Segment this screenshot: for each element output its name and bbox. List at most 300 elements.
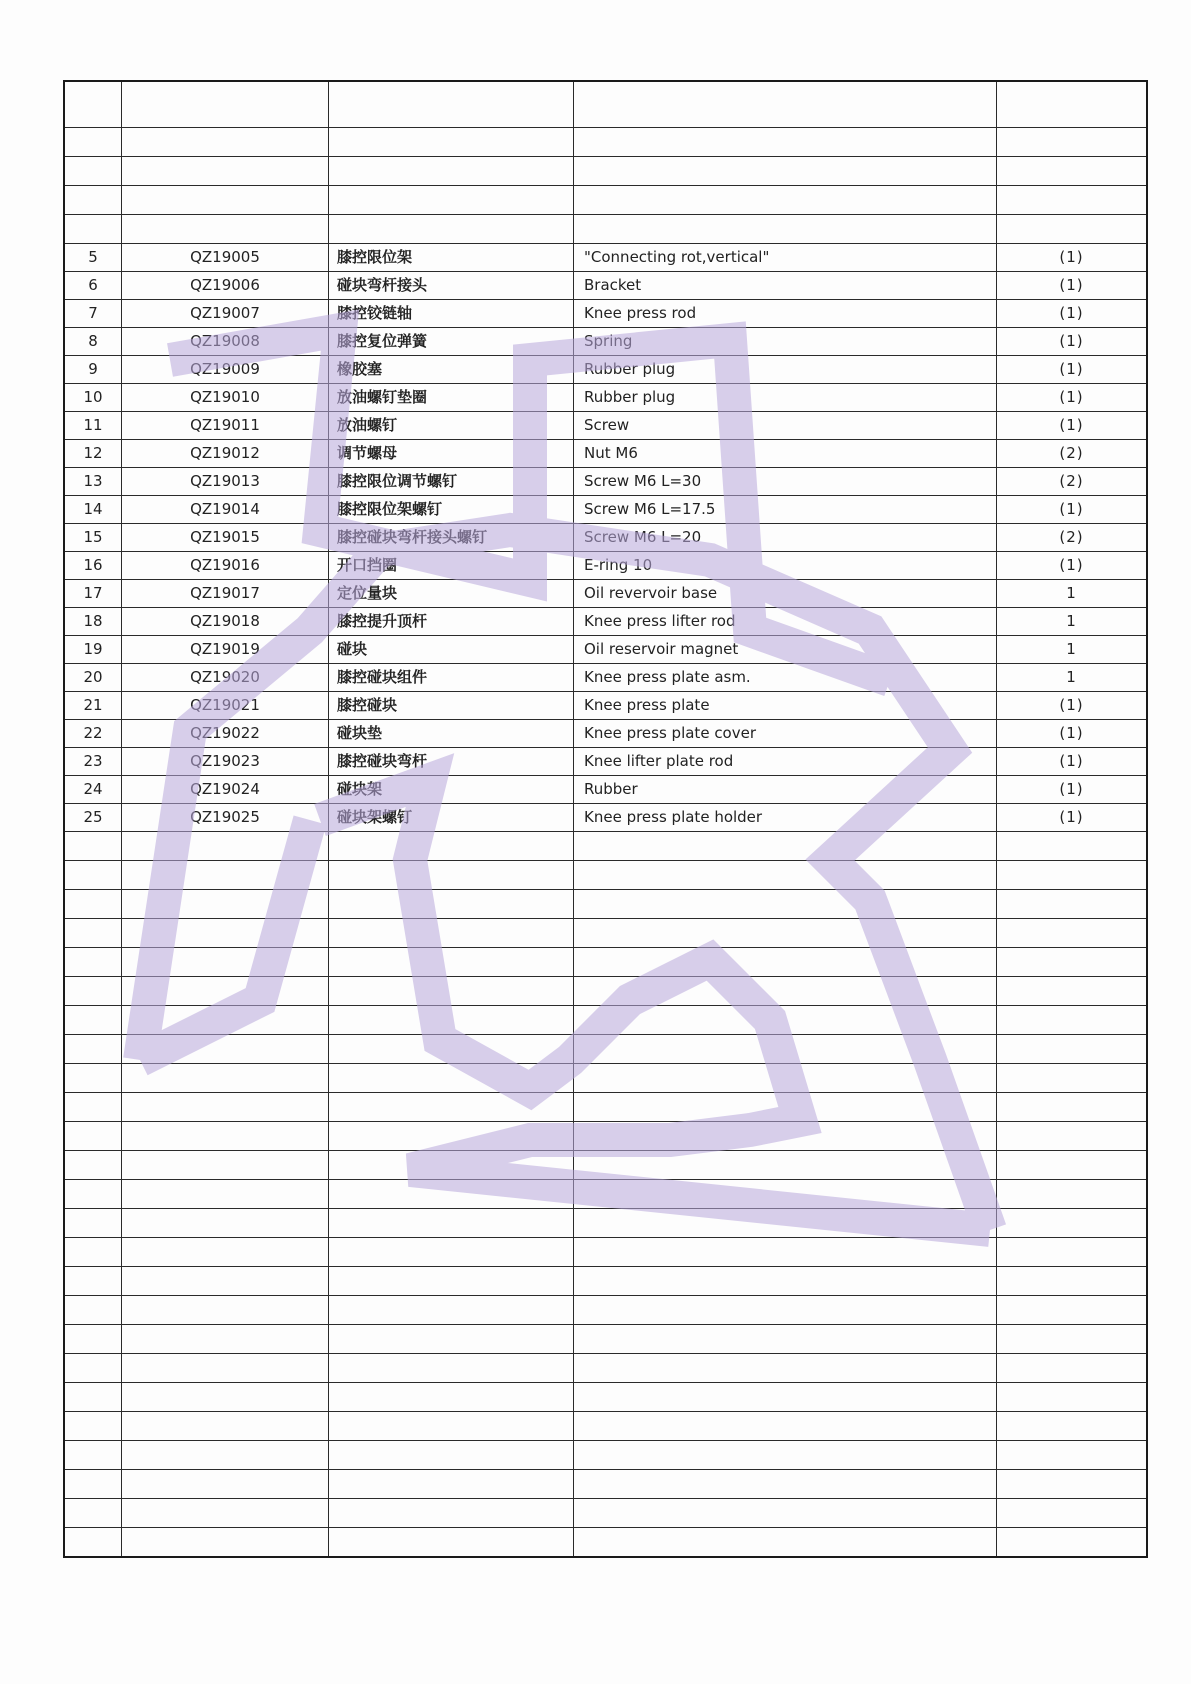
blank-cell xyxy=(329,1296,574,1325)
blank-cell xyxy=(64,1209,122,1238)
blank-cell xyxy=(997,1325,1148,1354)
part-name-en-cell: Screw xyxy=(574,412,997,440)
part-name-cn-cell: 膝控碰块 xyxy=(329,692,574,720)
blank-cell xyxy=(64,1064,122,1093)
blank-row xyxy=(64,186,1147,215)
part-name-cn-cell: 膝控限位架 xyxy=(329,244,574,272)
blank-cell xyxy=(329,1441,574,1470)
blank-cell xyxy=(122,1122,329,1151)
blank-row xyxy=(64,977,1147,1006)
blank-cell xyxy=(122,948,329,977)
blank-cell xyxy=(997,1412,1148,1441)
blank-cell xyxy=(997,1296,1148,1325)
part-number-cell: 23 xyxy=(64,748,122,776)
part-name-en-cell: Rubber plug xyxy=(574,384,997,412)
blank-cell xyxy=(64,1093,122,1122)
table-row xyxy=(64,300,1147,328)
blank-cell xyxy=(997,977,1148,1006)
blank-cell xyxy=(329,157,574,186)
blank-row xyxy=(64,1093,1147,1122)
part-name-cn-cell: 膝控限位调节螺钉 xyxy=(329,468,574,496)
part-qty-cell: (1) xyxy=(997,384,1148,412)
blank-cell xyxy=(64,1267,122,1296)
blank-cell xyxy=(329,1325,574,1354)
blank-cell xyxy=(997,1354,1148,1383)
blank-cell xyxy=(122,1354,329,1383)
part-code-cell: QZ19016 xyxy=(122,552,329,580)
blank-cell xyxy=(122,128,329,157)
blank-cell xyxy=(997,1093,1148,1122)
blank-cell xyxy=(997,1035,1148,1064)
blank-cell xyxy=(64,1354,122,1383)
part-name-en-cell: Oil reservoir magnet xyxy=(574,636,997,664)
part-number-cell: 16 xyxy=(64,552,122,580)
part-name-cn-cell: 膝控碰块弯杆接头螺钉 xyxy=(329,524,574,552)
blank-cell xyxy=(329,832,574,861)
part-name-cn-cell: 膝控碰块弯杆 xyxy=(329,748,574,776)
blank-cell xyxy=(122,186,329,215)
blank-cell xyxy=(122,1528,329,1558)
part-qty-cell: 1 xyxy=(997,664,1148,692)
part-name-cn-cell: 膝控复位弹簧 xyxy=(329,328,574,356)
blank-cell xyxy=(574,1354,997,1383)
table-row xyxy=(64,692,1147,720)
blank-cell xyxy=(574,1006,997,1035)
part-name-cn-cell: 放油螺钉垫圈 xyxy=(329,384,574,412)
part-number-cell: 9 xyxy=(64,356,122,384)
part-name-cn-cell: 碰块垫 xyxy=(329,720,574,748)
part-code-cell: QZ19014 xyxy=(122,496,329,524)
part-name-en-cell: Spring xyxy=(574,328,997,356)
table-row xyxy=(64,356,1147,384)
blank-cell xyxy=(574,186,997,215)
table-header-row xyxy=(64,81,1147,128)
part-qty-cell: 1 xyxy=(997,580,1148,608)
part-name-cn-cell: 碰块 xyxy=(329,636,574,664)
part-code-cell: QZ19021 xyxy=(122,692,329,720)
blank-cell xyxy=(574,948,997,977)
blank-row xyxy=(64,1151,1147,1180)
part-code-cell: QZ19019 xyxy=(122,636,329,664)
table-row xyxy=(64,524,1147,552)
blank-cell xyxy=(64,81,122,128)
table-row xyxy=(64,608,1147,636)
part-code-cell: QZ19018 xyxy=(122,608,329,636)
table-row xyxy=(64,384,1147,412)
part-qty-cell: (1) xyxy=(997,776,1148,804)
blank-cell xyxy=(574,1412,997,1441)
part-name-cn-cell: 碰块架螺钉 xyxy=(329,804,574,832)
blank-row xyxy=(64,1528,1147,1558)
blank-cell xyxy=(997,215,1148,244)
blank-row xyxy=(64,215,1147,244)
blank-row xyxy=(64,1354,1147,1383)
part-qty-cell: (1) xyxy=(997,804,1148,832)
blank-cell xyxy=(574,81,997,128)
blank-row xyxy=(64,1180,1147,1209)
table-row xyxy=(64,804,1147,832)
blank-row xyxy=(64,890,1147,919)
blank-cell xyxy=(122,157,329,186)
blank-cell xyxy=(122,1412,329,1441)
blank-cell xyxy=(997,832,1148,861)
part-code-cell: QZ19011 xyxy=(122,412,329,440)
blank-cell xyxy=(329,1035,574,1064)
blank-cell xyxy=(574,1296,997,1325)
blank-cell xyxy=(122,1180,329,1209)
blank-cell xyxy=(64,215,122,244)
part-code-cell: QZ19012 xyxy=(122,440,329,468)
blank-cell xyxy=(122,1441,329,1470)
part-name-en-cell: Rubber plug xyxy=(574,356,997,384)
blank-row xyxy=(64,1209,1147,1238)
part-number-cell: 15 xyxy=(64,524,122,552)
blank-cell xyxy=(329,1064,574,1093)
part-qty-cell: (2) xyxy=(997,524,1148,552)
blank-row xyxy=(64,861,1147,890)
part-qty-cell: (1) xyxy=(997,552,1148,580)
blank-row xyxy=(64,1064,1147,1093)
part-number-cell: 25 xyxy=(64,804,122,832)
blank-cell xyxy=(64,186,122,215)
blank-cell xyxy=(574,1151,997,1180)
part-name-cn-cell: 膝控铰链轴 xyxy=(329,300,574,328)
part-number-cell: 24 xyxy=(64,776,122,804)
blank-cell xyxy=(122,1383,329,1412)
blank-cell xyxy=(574,1383,997,1412)
blank-row xyxy=(64,1383,1147,1412)
table-row xyxy=(64,496,1147,524)
table-row xyxy=(64,580,1147,608)
blank-cell xyxy=(122,1267,329,1296)
blank-cell xyxy=(64,890,122,919)
table-row xyxy=(64,468,1147,496)
blank-cell xyxy=(574,832,997,861)
part-name-en-cell: E-ring 10 xyxy=(574,552,997,580)
part-number-cell: 11 xyxy=(64,412,122,440)
blank-cell xyxy=(122,977,329,1006)
blank-row xyxy=(64,1470,1147,1499)
blank-cell xyxy=(122,861,329,890)
blank-cell xyxy=(64,1528,122,1558)
table-row xyxy=(64,552,1147,580)
blank-cell xyxy=(122,1151,329,1180)
table-row xyxy=(64,664,1147,692)
blank-row xyxy=(64,1441,1147,1470)
blank-cell xyxy=(997,861,1148,890)
blank-cell xyxy=(64,1499,122,1528)
blank-cell xyxy=(329,1093,574,1122)
table-row xyxy=(64,412,1147,440)
blank-cell xyxy=(64,1383,122,1412)
blank-cell xyxy=(64,919,122,948)
blank-cell xyxy=(574,1093,997,1122)
part-name-en-cell: Knee press plate asm. xyxy=(574,664,997,692)
part-code-cell: QZ19005 xyxy=(122,244,329,272)
blank-cell xyxy=(329,1122,574,1151)
blank-cell xyxy=(574,1064,997,1093)
blank-cell xyxy=(329,1209,574,1238)
blank-cell xyxy=(997,1064,1148,1093)
part-name-cn-cell: 放油螺钉 xyxy=(329,412,574,440)
blank-cell xyxy=(329,1528,574,1558)
blank-cell xyxy=(329,890,574,919)
part-qty-cell: 1 xyxy=(997,636,1148,664)
part-qty-cell: (1) xyxy=(997,748,1148,776)
part-name-cn-cell: 调节螺母 xyxy=(329,440,574,468)
part-code-cell: QZ19010 xyxy=(122,384,329,412)
part-number-cell: 21 xyxy=(64,692,122,720)
blank-cell xyxy=(329,948,574,977)
blank-cell xyxy=(64,1441,122,1470)
blank-cell xyxy=(997,1528,1148,1558)
part-number-cell: 5 xyxy=(64,244,122,272)
blank-cell xyxy=(122,1325,329,1354)
part-qty-cell: 1 xyxy=(997,608,1148,636)
part-name-en-cell: "Connecting rot,vertical" xyxy=(574,244,997,272)
blank-cell xyxy=(574,1441,997,1470)
part-qty-cell: (2) xyxy=(997,468,1148,496)
blank-cell xyxy=(122,215,329,244)
blank-cell xyxy=(122,1064,329,1093)
part-code-cell: QZ19017 xyxy=(122,580,329,608)
blank-cell xyxy=(574,157,997,186)
part-number-cell: 17 xyxy=(64,580,122,608)
part-name-cn-cell: 膝控碰块组件 xyxy=(329,664,574,692)
blank-cell xyxy=(122,1093,329,1122)
blank-cell xyxy=(122,919,329,948)
blank-cell xyxy=(329,919,574,948)
blank-cell xyxy=(997,1151,1148,1180)
blank-cell xyxy=(329,1180,574,1209)
blank-cell xyxy=(574,1325,997,1354)
table-row xyxy=(64,440,1147,468)
blank-cell xyxy=(997,157,1148,186)
blank-cell xyxy=(997,1441,1148,1470)
blank-cell xyxy=(122,890,329,919)
blank-cell xyxy=(64,861,122,890)
part-name-en-cell: Screw M6 L=20 xyxy=(574,524,997,552)
blank-cell xyxy=(64,1035,122,1064)
part-code-cell: QZ19023 xyxy=(122,748,329,776)
blank-cell xyxy=(997,948,1148,977)
part-name-en-cell: Nut M6 xyxy=(574,440,997,468)
blank-cell xyxy=(574,1122,997,1151)
blank-cell xyxy=(574,1267,997,1296)
blank-row xyxy=(64,157,1147,186)
blank-cell xyxy=(64,157,122,186)
blank-cell xyxy=(122,1499,329,1528)
part-number-cell: 19 xyxy=(64,636,122,664)
blank-cell xyxy=(574,1180,997,1209)
blank-cell xyxy=(997,1470,1148,1499)
part-number-cell: 6 xyxy=(64,272,122,300)
part-code-cell: QZ19007 xyxy=(122,300,329,328)
blank-cell xyxy=(329,128,574,157)
blank-cell xyxy=(64,1412,122,1441)
part-number-cell: 13 xyxy=(64,468,122,496)
blank-cell xyxy=(574,919,997,948)
part-code-cell: QZ19024 xyxy=(122,776,329,804)
part-qty-cell: (1) xyxy=(997,244,1148,272)
part-qty-cell: (1) xyxy=(997,300,1148,328)
blank-cell xyxy=(574,1238,997,1267)
blank-cell xyxy=(64,977,122,1006)
table-row xyxy=(64,776,1147,804)
part-number-cell: 18 xyxy=(64,608,122,636)
part-code-cell: QZ19008 xyxy=(122,328,329,356)
blank-cell xyxy=(329,1354,574,1383)
blank-row xyxy=(64,1499,1147,1528)
blank-cell xyxy=(329,1499,574,1528)
part-number-cell: 14 xyxy=(64,496,122,524)
blank-cell xyxy=(997,919,1148,948)
blank-cell xyxy=(329,186,574,215)
part-number-cell: 12 xyxy=(64,440,122,468)
part-name-cn-cell: 橡胶塞 xyxy=(329,356,574,384)
blank-cell xyxy=(64,1151,122,1180)
blank-cell xyxy=(574,977,997,1006)
part-number-cell: 7 xyxy=(64,300,122,328)
blank-cell xyxy=(574,1035,997,1064)
blank-cell xyxy=(997,1209,1148,1238)
part-qty-cell: (1) xyxy=(997,692,1148,720)
blank-cell xyxy=(574,861,997,890)
blank-cell xyxy=(997,1180,1148,1209)
blank-row xyxy=(64,1412,1147,1441)
blank-cell xyxy=(64,1122,122,1151)
blank-cell xyxy=(122,1470,329,1499)
blank-cell xyxy=(574,890,997,919)
part-code-cell: QZ19025 xyxy=(122,804,329,832)
blank-cell xyxy=(122,1209,329,1238)
blank-cell xyxy=(64,948,122,977)
blank-cell xyxy=(64,1006,122,1035)
blank-cell xyxy=(997,1267,1148,1296)
part-qty-cell: (1) xyxy=(997,356,1148,384)
part-qty-cell: (1) xyxy=(997,412,1148,440)
blank-cell xyxy=(64,1470,122,1499)
part-qty-cell: (2) xyxy=(997,440,1148,468)
part-name-en-cell: Screw M6 L=17.5 xyxy=(574,496,997,524)
blank-row xyxy=(64,1296,1147,1325)
blank-cell xyxy=(64,832,122,861)
blank-cell xyxy=(64,1180,122,1209)
parts-list-table xyxy=(63,80,1148,1558)
blank-cell xyxy=(997,1499,1148,1528)
blank-row xyxy=(64,1035,1147,1064)
blank-cell xyxy=(997,1122,1148,1151)
blank-cell xyxy=(574,128,997,157)
blank-cell xyxy=(574,1499,997,1528)
part-name-en-cell: Knee press plate xyxy=(574,692,997,720)
blank-cell xyxy=(329,81,574,128)
part-name-cn-cell: 定位量块 xyxy=(329,580,574,608)
blank-cell xyxy=(122,1238,329,1267)
table-row xyxy=(64,328,1147,356)
blank-cell xyxy=(329,1383,574,1412)
blank-cell xyxy=(64,1296,122,1325)
part-name-en-cell: Knee press plate holder xyxy=(574,804,997,832)
part-code-cell: QZ19020 xyxy=(122,664,329,692)
blank-cell xyxy=(329,1267,574,1296)
part-qty-cell: (1) xyxy=(997,272,1148,300)
blank-row xyxy=(64,919,1147,948)
blank-row xyxy=(64,1122,1147,1151)
part-name-en-cell: Knee press plate cover xyxy=(574,720,997,748)
part-code-cell: QZ19022 xyxy=(122,720,329,748)
part-name-en-cell: Knee lifter plate rod xyxy=(574,748,997,776)
part-code-cell: QZ19015 xyxy=(122,524,329,552)
part-name-cn-cell: 膝控提升顶杆 xyxy=(329,608,574,636)
blank-cell xyxy=(574,1209,997,1238)
blank-cell xyxy=(997,1238,1148,1267)
blank-row xyxy=(64,1325,1147,1354)
blank-cell xyxy=(122,1006,329,1035)
blank-cell xyxy=(997,1006,1148,1035)
blank-cell xyxy=(329,1151,574,1180)
table-row xyxy=(64,720,1147,748)
part-code-cell: QZ19009 xyxy=(122,356,329,384)
part-number-cell: 22 xyxy=(64,720,122,748)
blank-cell xyxy=(122,1035,329,1064)
blank-row xyxy=(64,1238,1147,1267)
blank-cell xyxy=(329,1470,574,1499)
part-qty-cell: (1) xyxy=(997,496,1148,524)
blank-cell xyxy=(329,1238,574,1267)
part-code-cell: QZ19006 xyxy=(122,272,329,300)
blank-cell xyxy=(122,1296,329,1325)
blank-row xyxy=(64,1006,1147,1035)
blank-cell xyxy=(997,186,1148,215)
table-row xyxy=(64,272,1147,300)
blank-cell xyxy=(122,81,329,128)
blank-cell xyxy=(997,1383,1148,1412)
blank-cell xyxy=(329,1006,574,1035)
part-name-en-cell: Bracket xyxy=(574,272,997,300)
part-name-en-cell: Rubber xyxy=(574,776,997,804)
part-number-cell: 8 xyxy=(64,328,122,356)
blank-cell xyxy=(64,1238,122,1267)
blank-cell xyxy=(574,215,997,244)
blank-cell xyxy=(329,215,574,244)
blank-cell xyxy=(997,890,1148,919)
part-name-cn-cell: 开口挡圈 xyxy=(329,552,574,580)
part-name-en-cell: Oil revervoir base xyxy=(574,580,997,608)
blank-cell xyxy=(329,1412,574,1441)
blank-cell xyxy=(122,832,329,861)
blank-cell xyxy=(574,1470,997,1499)
table-row xyxy=(64,748,1147,776)
blank-cell xyxy=(64,1325,122,1354)
part-code-cell: QZ19013 xyxy=(122,468,329,496)
part-name-cn-cell: 膝控限位架螺钉 xyxy=(329,496,574,524)
part-number-cell: 20 xyxy=(64,664,122,692)
blank-row xyxy=(64,1267,1147,1296)
part-name-en-cell: Knee press lifter rod xyxy=(574,608,997,636)
blank-row xyxy=(64,128,1147,157)
table-body xyxy=(64,81,1147,1557)
part-qty-cell: (1) xyxy=(997,720,1148,748)
part-name-en-cell: Screw M6 L=30 xyxy=(574,468,997,496)
blank-cell xyxy=(574,1528,997,1558)
table-row xyxy=(64,636,1147,664)
blank-cell xyxy=(997,81,1148,128)
blank-cell xyxy=(64,128,122,157)
part-qty-cell: (1) xyxy=(997,328,1148,356)
part-name-cn-cell: 碰块弯杆接头 xyxy=(329,272,574,300)
blank-row xyxy=(64,948,1147,977)
